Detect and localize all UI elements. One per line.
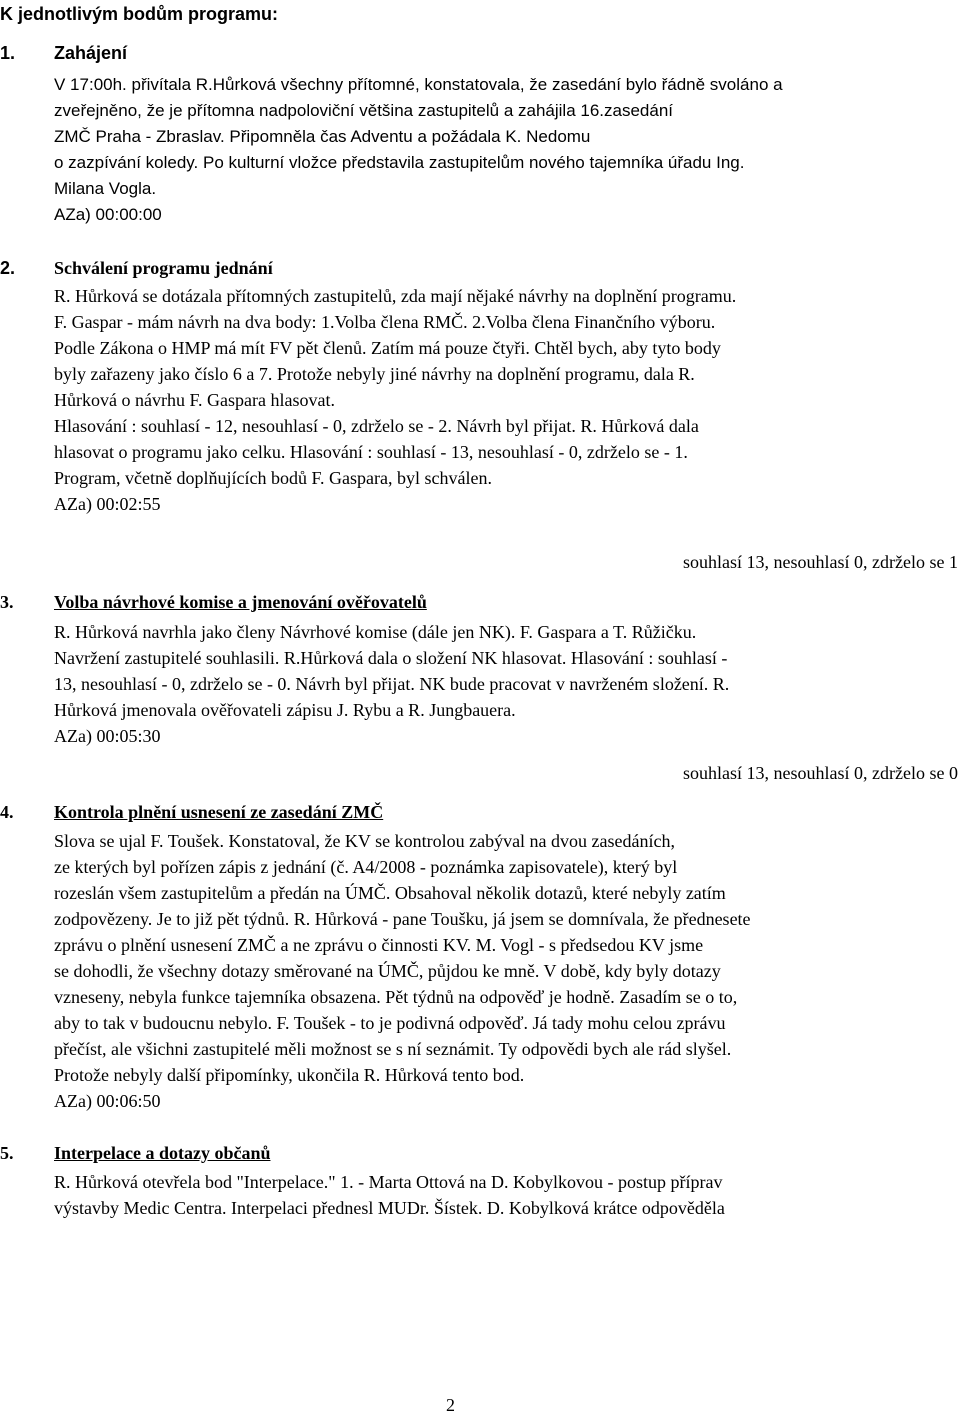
text-line: ze kterých byl pořízen zápis z jednání (č. A4/2008 - poznámka zapisovatele), který byl [54,857,678,877]
text-line: Hůrková o návrhu F. Gaspara hlasovat. [54,390,335,410]
section-4-number: 4. [0,802,14,822]
text-line: aby to tak v budoucnu nebylo. F. Toušek - to je podivná odpověď. Já tady mohu celou zprávu [54,1013,726,1033]
text-line: R. Hůrková navrhla jako členy Návrhové komise (dále jen NK). F. Gaspara a T. Růžičku. [54,622,697,642]
timestamp: AZa) 00:06:50 [54,1091,161,1111]
section-5-body [54,1169,954,1221]
page-number: 2 [446,1395,455,1415]
text-line: Podle Zákona o HMP má mít FV pět členů. Zatím má pouze čtyři. Chtěl bych, aby tyto body [54,338,721,358]
text-line: V 17:00h. přivítala R.Hůrková všechny přítomné, konstatovala, že zasedání bylo řádně svoláno a [54,75,783,94]
section-3-body [54,619,954,749]
text-line: byly zařazeny jako číslo 6 a 7. Protože nebyly jiné návrhy na doplnění programu, dala R. [54,364,695,384]
timestamp: AZa) 00:00:00 [54,205,162,224]
text-line: Hlasování : souhlasí - 12, nesouhlasí - 0, zdrželo se - 2. Návrh byl přijat. R. Hůrková dala [54,416,699,436]
vote-result: souhlasí 13, nesouhlasí 0, zdrželo se 1 [683,552,958,572]
section-2-number: 2. [0,258,16,278]
text-line: zveřejněno, že je přítomna nadpoloviční většina zastupitelů a zahájila 16.zasedání [54,101,673,120]
page-heading: K jednotlivým bodům programu: [0,4,279,24]
section-3-number: 3. [0,592,14,612]
text-line: Navržení zastupitelé souhlasili. R.Hůrková dala o složení NK hlasovat. Hlasování : souhlasí - [54,648,728,668]
text-line: Program, včetně doplňujících bodů F. Gaspara, byl schválen. [54,468,492,488]
text-line: R. Hůrková otevřela bod "Interpelace." 1. - Marta Ottová na D. Kobylkovou - postup příprav [54,1172,723,1192]
vote-result: souhlasí 13, nesouhlasí 0, zdrželo se 0 [683,763,958,783]
text-line: vzneseny, nebyla funkce tajemníka obsazena. Pět týdnů na odpověď je hodně. Zasadím se o to, [54,987,738,1007]
timestamp: AZa) 00:05:30 [54,726,161,746]
text-line: Milana Vogla. [54,179,157,198]
text-line: Protože nebyly další připomínky, ukončila R. Hůrková tento bod. [54,1065,525,1085]
text-line: se dohodli, že všechny dotazy směrované na ÚMČ, půjdou ke mně. V době, kdy byly dotazy [54,961,721,981]
text-line: F. Gaspar - mám návrh na dva body: 1.Volba člena RMČ. 2.Volba člena Finančního výboru. [54,312,716,332]
text-line: přečíst, ale všichni zastupitelé měli možnost se s ní seznámit. Ty odpovědi bych ale rád slyšel. [54,1039,732,1059]
section-5-title: Interpelace a dotazy občanů [54,1143,271,1163]
text-line: R. Hůrková se dotázala přítomných zastupitelů, zda mají nějaké návrhy na doplnění programu. [54,286,737,306]
text-line: hlasovat o programu jako celku. Hlasování : souhlasí - 13, nesouhlasí - 0, zdrželo se - 1. [54,442,688,462]
text-line: zodpovězeny. Je to již pět týdnů. R. Hůrková - pane Toušku, já jsem se domnívala, že přednesete [54,909,751,929]
section-1-number: 1. [0,43,16,63]
section-1-body [54,72,954,228]
text-line: Hůrková jmenovala ověřovateli zápisu J. Rybu a R. Jungbauera. [54,700,516,720]
section-4-title: Kontrola plnění usnesení ze zasedání ZMČ [54,802,384,822]
text-line: výstavby Medic Centra. Interpelaci přednesl MUDr. Šístek. D. Kobylková krátce odpověděla [54,1198,725,1218]
text-line: rozeslán všem zastupitelům a předán na ÚMČ. Obsahoval několik dotazů, které nebyly zatím [54,883,726,903]
section-4-body [54,828,954,1114]
text-line: zprávu o plnění usnesení ZMČ a ne zprávu o činnosti KV. M. Vogl - s předsedou KV jsme [54,935,704,955]
section-2-title: Schválení programu jednání [54,258,273,278]
section-2-body [54,283,954,517]
text-line: ZMČ Praha - Zbraslav. Připomněla čas Adventu a požádala K. Nedomu [54,127,591,146]
section-1-title: Zahájení [54,43,128,63]
section-3-title: Volba návrhové komise a jmenování ověřovatelů [54,592,427,612]
timestamp: AZa) 00:02:55 [54,494,161,514]
text-line: 13, nesouhlasí - 0, zdrželo se - 0. Návrh byl přijat. NK bude pracovat v navrženém složení. R. [54,674,730,694]
section-5-number: 5. [0,1143,14,1163]
text-line: o zazpívání koledy. Po kulturní vložce představila zastupitelům nového tajemníka úřadu Ing. [54,153,745,172]
text-line: Slova se ujal F. Toušek. Konstatoval, že KV se kontrolou zabýval na dvou zasedáních, [54,831,675,851]
